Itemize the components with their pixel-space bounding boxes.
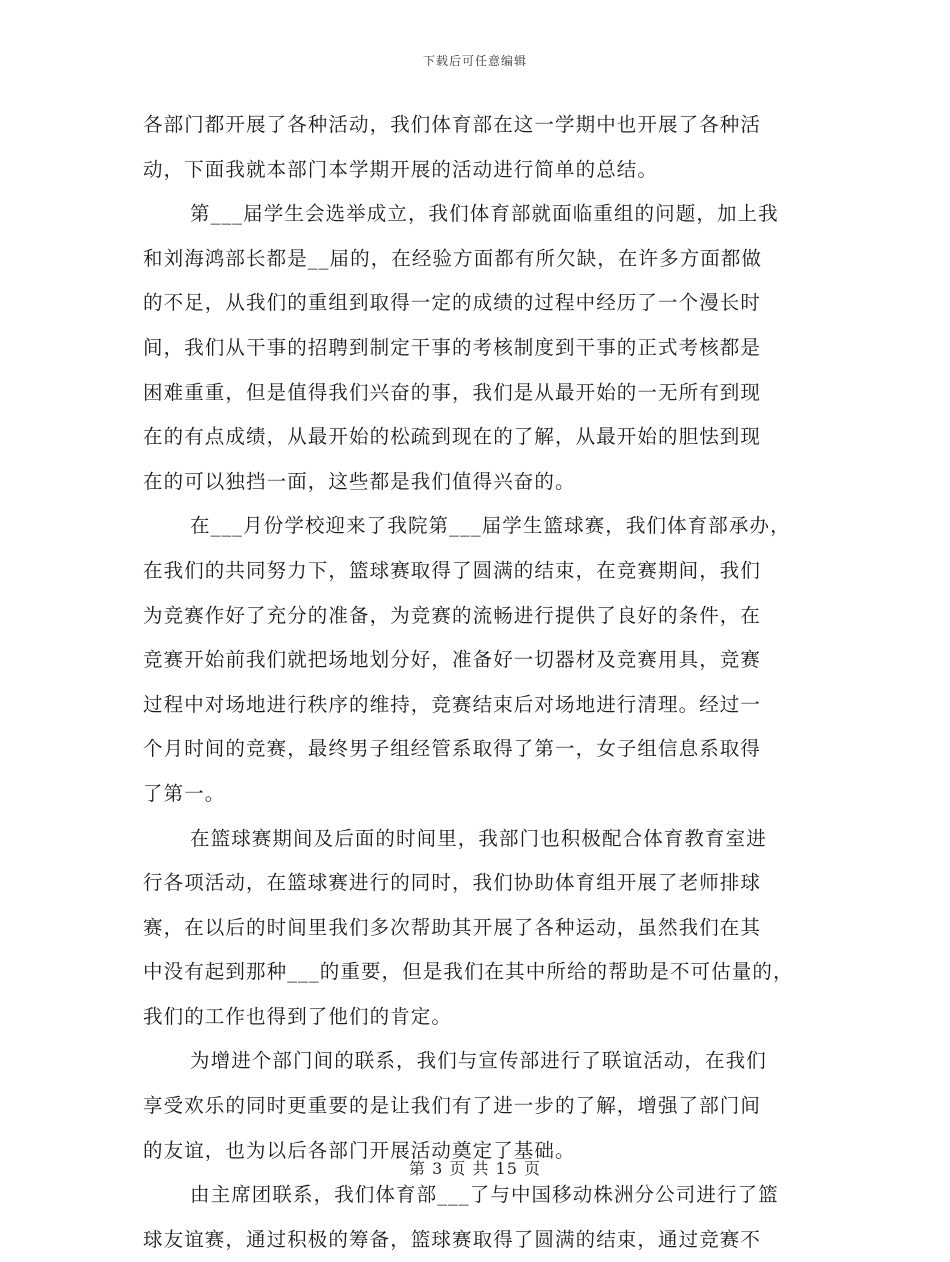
text-line: 间，我们从干事的招聘到制定干事的考核制度到干事的正式考核都是 [143,335,762,359]
text-line: 在的可以独挡一面，这些都是我们值得兴奋的。 [143,469,576,493]
text-line: 在___月份学校迎来了我院第___届学生篮球赛，我们体育部承办， [190,514,791,538]
text-line: 享受欢乐的同时更重要的是让我们有了进一步的了解，增强了部门间 [143,1094,762,1118]
document-body [143,103,823,1262]
page-header: 下载后可任意编辑 [422,54,527,68]
text-line: 个月时间的竞赛，最终男子组经管系取得了第一，女子组信息系取得 [143,737,762,761]
text-line: 在的有点成绩，从最开始的松疏到现在的了解，从最开始的胆怯到现 [143,425,762,449]
text-line: 我们的工作也得到了他们的肯定。 [143,1004,453,1028]
text-line: 第___届学生会选举成立，我们体育部就面临重组的问题，加上我 [190,202,779,226]
text-line: 由主席团联系，我们体育部___了与中国移动株洲分公司进行了篮 [190,1183,779,1207]
text-line: 和刘海鸿部长都是__届的，在经验方面都有所欠缺，在许多方面都做 [143,246,763,270]
page-footer: 第 3 页 共 15 页 [409,1159,541,1178]
text-line: 在我们的共同努力下，篮球赛取得了圆满的结束，在竞赛期间，我们 [143,558,762,582]
text-line: 各部门都开展了各种活动，我们体育部在这一学期中也开展了各种活 [143,113,762,136]
text-line: 了第一。 [143,781,226,805]
text-line: 动，下面我就本部门本学期开展的活动进行简单的总结。 [143,157,659,181]
text-line: 中没有起到那种___的重要，但是我们在其中所给的帮助是不可估量的， [143,960,794,984]
text-line: 困难重重，但是值得我们兴奋的事，我们是从最开始的一无所有到现 [143,380,762,404]
text-line: 的不足，从我们的重组到取得一定的成绩的过程中经历了一个漫长时 [143,291,762,315]
text-line: 的友谊，也为以后各部门开展活动奠定了基础。 [143,1138,576,1162]
text-line: 为增进个部门间的联系，我们与宣传部进行了联谊活动，在我们 [190,1049,767,1073]
text-line: 赛，在以后的时间里我们多次帮助其开展了各种运动，虽然我们在其 [143,915,762,939]
text-line: 在篮球赛期间及后面的时间里，我部门也积极配合体育教育室进 [190,826,767,850]
text-line: 竞赛开始前我们就把场地划分好，准备好一切器材及竞赛用具，竞赛 [143,648,762,672]
text-line: 为竞赛作好了充分的准备，为竞赛的流畅进行提供了良好的条件，在 [143,603,762,627]
text-line: 过程中对场地进行秩序的维持，竞赛结束后对场地进行清理。经过一 [143,692,762,716]
text-line: 行各项活动，在篮球赛进行的同时，我们协助体育组开展了老师排球 [143,871,762,895]
text-line: 球友谊赛，通过积极的筹备，篮球赛取得了圆满的结束，通过竞赛不 [143,1227,762,1251]
